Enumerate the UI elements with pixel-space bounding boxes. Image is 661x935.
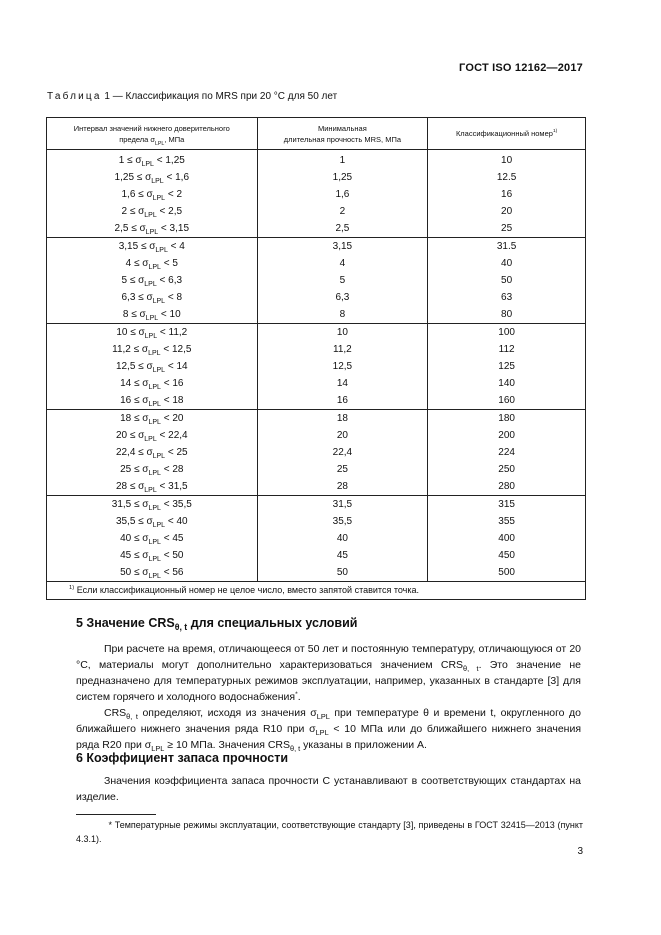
mrs-cell: 2 (257, 203, 428, 220)
mrs-cell: 16 (257, 392, 428, 410)
interval-cell: $31,5 \le \sigma_{LPL} < 35,5$ (47, 496, 258, 514)
footnote-divider (76, 814, 156, 815)
mrs-cell: 14 (257, 375, 428, 392)
column-header-class-number: Классификационный номер$^{1)}$ (428, 118, 586, 150)
interval-cell: $3,15 \le \sigma_{LPL} < 4$ (47, 238, 258, 256)
table-caption-text: — Классификация по MRS при 20 °С для 50 лет (109, 91, 338, 102)
mrs-cell: 4 (257, 255, 428, 272)
interval-cell: $45 \le \sigma_{LPL} < 50$ (47, 547, 258, 564)
class-number-cell: 200 (428, 427, 586, 444)
class-number-cell: 12.5 (428, 169, 586, 186)
class-number-cell: 400 (428, 530, 586, 547)
table-row (47, 203, 586, 220)
mrs-cell: 1 (257, 150, 428, 170)
section-6-heading: 6 Коэффициент запаса прочности (76, 751, 289, 765)
mrs-cell: 50 (257, 564, 428, 582)
interval-cell: $50 \le \sigma_{LPL} < 56$ (47, 564, 258, 582)
mrs-cell: 6,3 (257, 289, 428, 306)
table-note: $^{1)}$ Если классификационный номер не целое число, вместо запятой ставится точка. (47, 582, 586, 600)
class-number-cell: 25 (428, 220, 586, 238)
mrs-cell: 18 (257, 410, 428, 428)
table-row (47, 169, 586, 186)
interval-cell: $16 \le \sigma_{LPL} < 18$ (47, 392, 258, 410)
table-row (47, 530, 586, 547)
class-number-cell: 16 (428, 186, 586, 203)
mrs-cell: 8 (257, 306, 428, 324)
interval-cell: $1,25 \le \sigma_{LPL} < 1,6$ (47, 169, 258, 186)
table-row (47, 289, 586, 306)
table-row (47, 564, 586, 582)
class-number-cell: 500 (428, 564, 586, 582)
footnote: * Температурные режимы эксплуатации, соответствующие стандарту [3], приведены в ГОСТ 32415—2013 (пункт 4.3.1). (76, 820, 583, 844)
mrs-cell: 25 (257, 461, 428, 478)
class-number-cell: 355 (428, 513, 586, 530)
section-5-paragraph-2: $CRS_{\theta, t}$ определяют, исходя из значения $\sigma_{LPL}$ при температуре θ и времени t, округленного до ближайшего нижнего значения ряда R10 при $\sigma_{LPL} < 10$ МПа или до ближайшего нижнего значения ряда R20 при $\sigma_{LPL} \ge 10$ МПа. Значения $CRS_{\theta, t}$ указаны в приложении А. (76, 707, 582, 753)
interval-cell: $18 \le \sigma_{LPL} < 20$ (47, 410, 258, 428)
column-header-mrs: Минимальная длительная прочность MRS, МПа (257, 118, 428, 150)
document-code: ГОСТ ISO 12162—2017 (459, 62, 583, 74)
interval-cell: $8 \le \sigma_{LPL} < 10$ (47, 306, 258, 324)
table-row (47, 496, 586, 514)
table-row (47, 238, 586, 256)
table-row (47, 375, 586, 392)
class-number-cell: 180 (428, 410, 586, 428)
mrs-cell: 20 (257, 427, 428, 444)
class-number-cell: 250 (428, 461, 586, 478)
mrs-cell: 35,5 (257, 513, 428, 530)
mrs-cell: 10 (257, 324, 428, 342)
mrs-cell: 3,15 (257, 238, 428, 256)
class-number-cell: 63 (428, 289, 586, 306)
section-5-paragraph-1: При расчете на время, отличающееся от 50 лет и постоянную температуру, отличающуюся от 20 °С, материалы могут дополнительно характеризоваться значением $CRS_{\theta, t}$. Это значение не предназначено для температурных режимов эксплуатации, например, указанных в стандарте [3] для систем горячего и холодного водоснабжения*. (76, 643, 581, 703)
table-row (47, 444, 586, 461)
interval-cell: $28 \le \sigma_{LPL} < 31,5$ (47, 478, 258, 496)
table-row (47, 427, 586, 444)
mrs-cell: 5 (257, 272, 428, 289)
class-number-cell: 50 (428, 272, 586, 289)
table-row (47, 220, 586, 238)
class-number-cell: 40 (428, 255, 586, 272)
table-row (47, 461, 586, 478)
mrs-cell: 31,5 (257, 496, 428, 514)
interval-cell: $10 \le \sigma_{LPL} < 11,2$ (47, 324, 258, 342)
class-number-cell: 112 (428, 341, 586, 358)
interval-cell: $6,3 \le \sigma_{LPL} < 8$ (47, 289, 258, 306)
table-row (47, 306, 586, 324)
interval-cell: $1,6 \le \sigma_{LPL} < 2$ (47, 186, 258, 203)
mrs-cell: 28 (257, 478, 428, 496)
class-number-cell: 224 (428, 444, 586, 461)
class-number-cell: 315 (428, 496, 586, 514)
mrs-cell: 1,6 (257, 186, 428, 203)
interval-cell: $4 \le \sigma_{LPL} < 5$ (47, 255, 258, 272)
class-number-cell: 160 (428, 392, 586, 410)
table-row (47, 341, 586, 358)
table-row (47, 186, 586, 203)
class-number-cell: 280 (428, 478, 586, 496)
table-body (47, 150, 586, 582)
table-row (47, 513, 586, 530)
interval-cell: $14 \le \sigma_{LPL} < 16$ (47, 375, 258, 392)
interval-cell: $20 \le \sigma_{LPL} < 22,4$ (47, 427, 258, 444)
mrs-classification-table (46, 117, 586, 600)
table-row (47, 358, 586, 375)
interval-cell: $22,4 \le \sigma_{LPL} < 25$ (47, 444, 258, 461)
class-number-cell: 450 (428, 547, 586, 564)
table-row (47, 410, 586, 428)
interval-cell: $35,5 \le \sigma_{LPL} < 40$ (47, 513, 258, 530)
interval-cell: $2 \le \sigma_{LPL} < 2,5$ (47, 203, 258, 220)
mrs-cell: 2,5 (257, 220, 428, 238)
table-caption (47, 91, 337, 102)
table-header-row (47, 118, 586, 150)
table-row (47, 255, 586, 272)
table-row (47, 547, 586, 564)
class-number-cell: 20 (428, 203, 586, 220)
table-caption-word: Таблица (47, 91, 102, 102)
interval-cell: $40 \le \sigma_{LPL} < 45$ (47, 530, 258, 547)
mrs-cell: 22,4 (257, 444, 428, 461)
interval-cell: $11,2 \le \sigma_{LPL} < 12,5$ (47, 341, 258, 358)
table-row (47, 150, 586, 170)
section-5-heading: 5 Значение $CRS_{\theta, t}$ для специальных условий (76, 616, 358, 632)
interval-cell: $2,5 \le \sigma_{LPL} < 3,15$ (47, 220, 258, 238)
table-row (47, 478, 586, 496)
mrs-cell: 40 (257, 530, 428, 547)
table-row (47, 392, 586, 410)
class-number-cell: 140 (428, 375, 586, 392)
mrs-cell: 1,25 (257, 169, 428, 186)
mrs-cell: 11,2 (257, 341, 428, 358)
page-number: 3 (577, 846, 583, 857)
interval-cell: $5 \le \sigma_{LPL} < 6,3$ (47, 272, 258, 289)
class-number-cell: 31.5 (428, 238, 586, 256)
interval-cell: $1 \le \sigma_{LPL} < 1,25$ (47, 150, 258, 170)
column-header-interval: Интервал значений нижнего доверительного предела $\sigma_{LPL}$, МПа (47, 118, 258, 150)
class-number-cell: 100 (428, 324, 586, 342)
class-number-cell: 125 (428, 358, 586, 375)
class-number-cell: 10 (428, 150, 586, 170)
class-number-cell: 80 (428, 306, 586, 324)
table-note-row (47, 582, 586, 600)
table-row (47, 272, 586, 289)
mrs-cell: 45 (257, 547, 428, 564)
mrs-cell: 12,5 (257, 358, 428, 375)
interval-cell: $25 \le \sigma_{LPL} < 28$ (47, 461, 258, 478)
interval-cell: $12,5 \le \sigma_{LPL} < 14$ (47, 358, 258, 375)
table-row (47, 324, 586, 342)
section-6-paragraph-1: Значения коэффициента запаса прочности C устанавливают в соответствующих стандартах на изделие. (76, 775, 581, 803)
table-caption-number: 1 (104, 91, 110, 102)
